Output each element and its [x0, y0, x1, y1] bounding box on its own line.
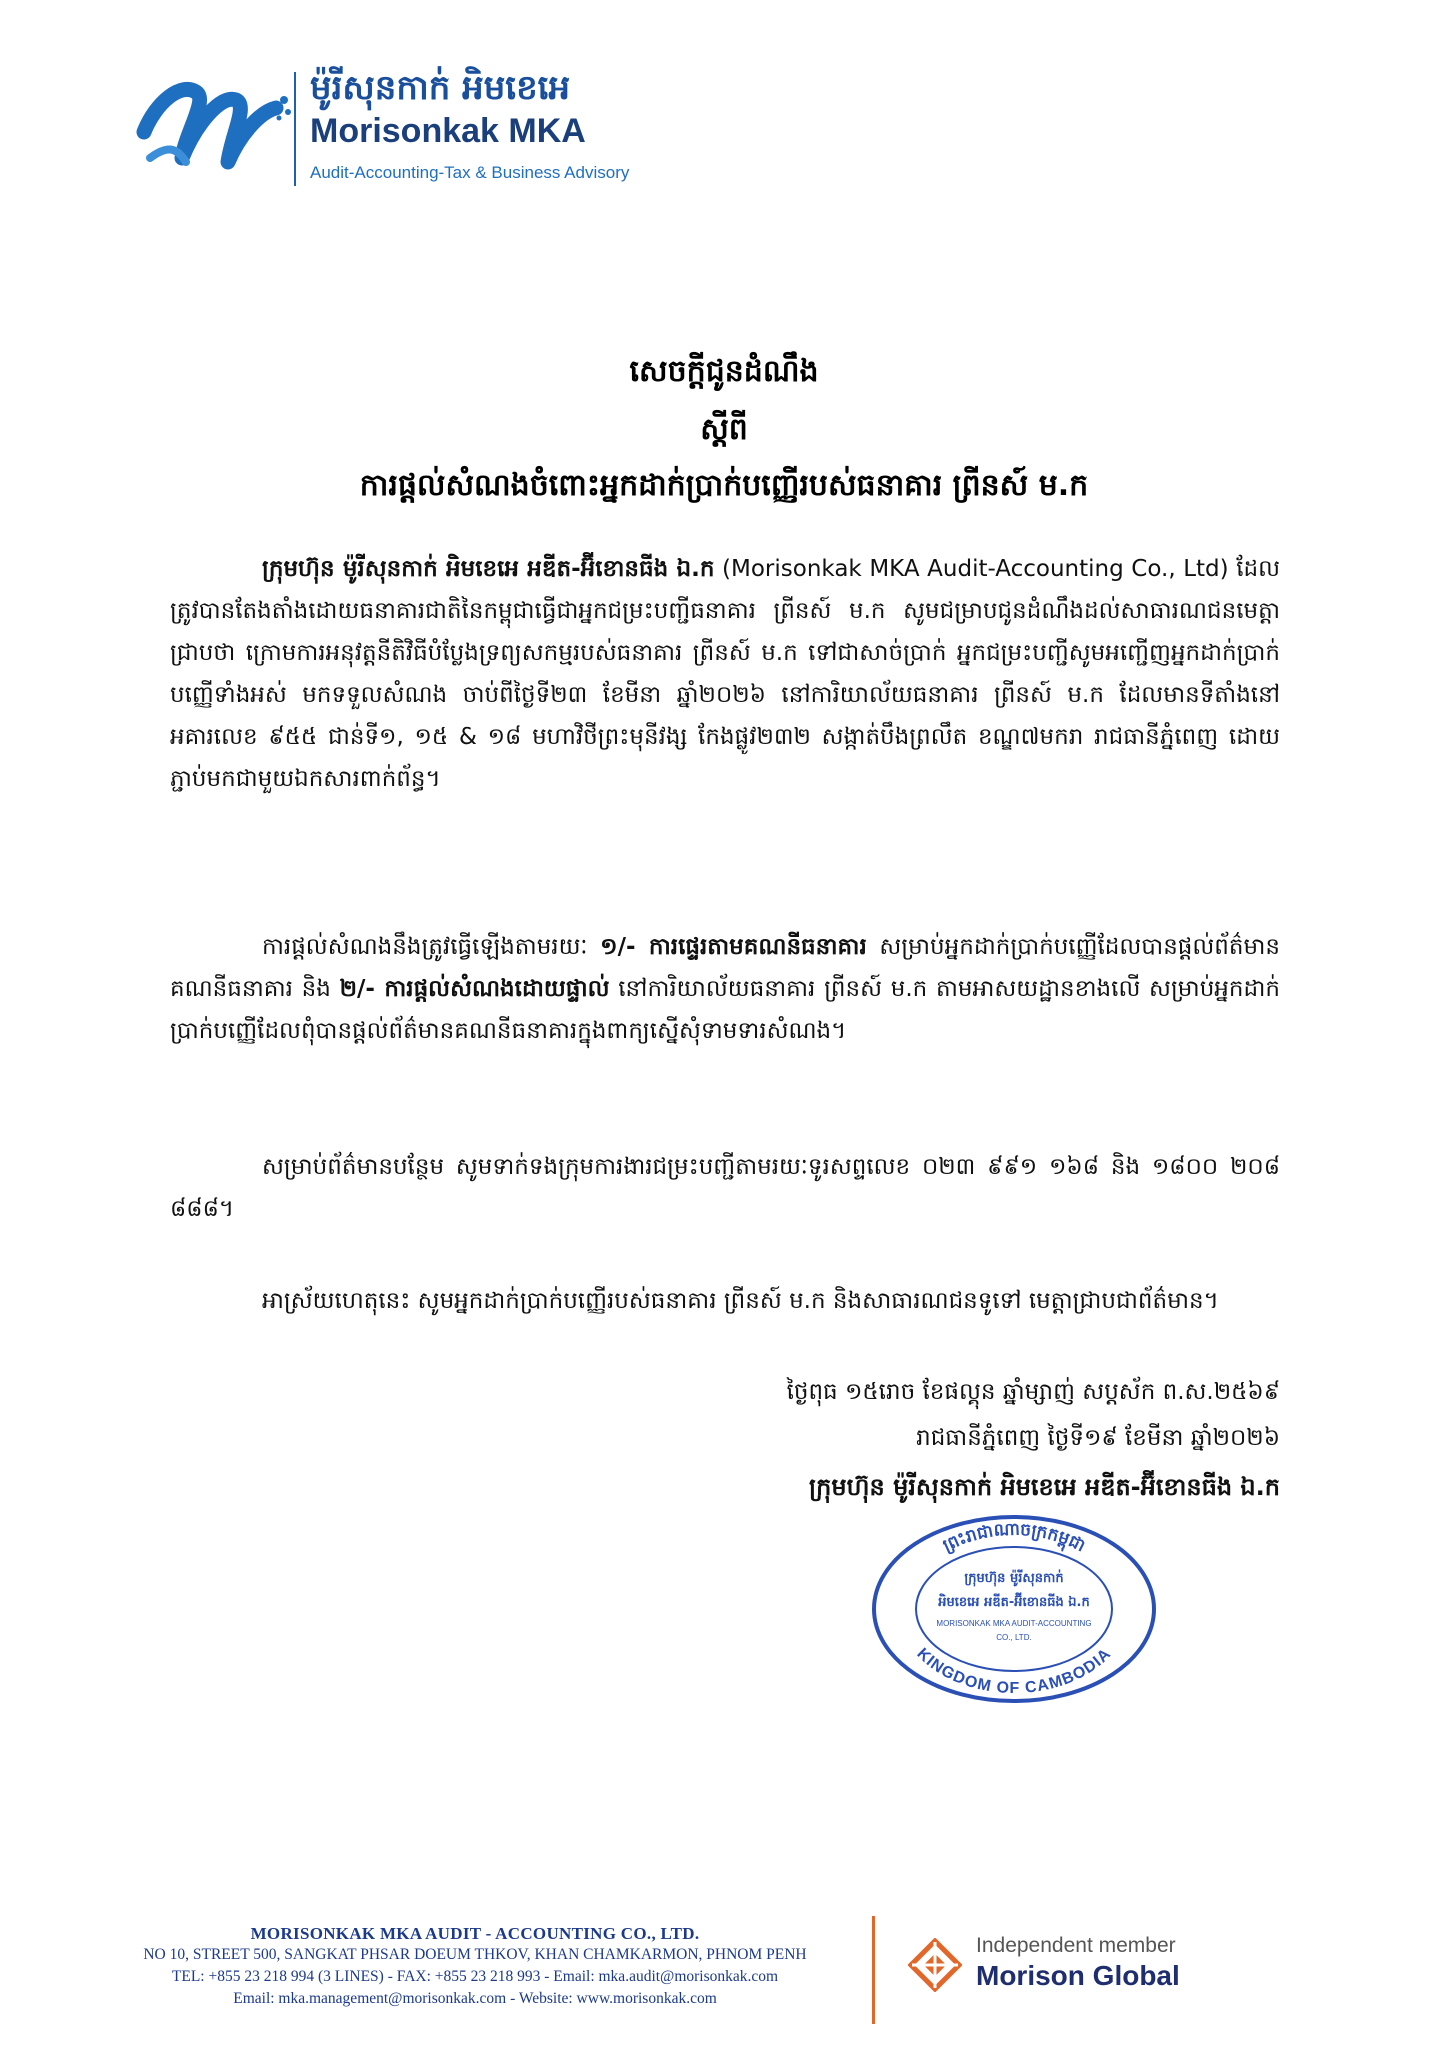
- date-lunar: ថ្ងៃពុធ ១៥រោច ខែផល្គុន ឆ្នាំម្សាញ់ សប្តស័ក ព.ស.២៥៦៩: [786, 1379, 1280, 1405]
- paragraph-text: សម្រាប់ព័ត៌មានបន្ថែម សូមទាក់ទងក្រុមការងារជម្រះបញ្ជីតាមរយៈទូរសព្ទលេខ ០២៣ ៩៩១ ១៦៨ និង ១៨០០ ២០៨ ៨៨៨។: [170, 1154, 1280, 1222]
- member-label: Independent member: [976, 1934, 1176, 1957]
- company-name-khmer: ម៉ូរីសុនកាក់ អិមខេអេ: [310, 68, 571, 108]
- member-brand: Morison Global: [976, 1960, 1180, 1991]
- paragraph-text: (Morisonkak MKA Audit-Accounting Co., Ltd) ដែលត្រូវបានតែងតាំងដោយធនាគារជាតិនៃកម្ពុជាធ្វើជាអ្នកជម្រះបញ្ជីធនាគារ ព្រីនស៍ ម.ក សូមជម្រាបជូនដំណឹងដល់សាធារណជនមេត្តាជ្រាបថា ក្រោមការអនុវត្តនីតិវិធីបំប្លែងទ្រព្យសកម្មរបស់ធនាគារ ព្រីនស៍ ម.ក ទៅជាសាច់ប្រាក់ អ្នកជម្រះបញ្ជីសូមអញ្ជើញអ្នកដាក់ប្រាក់បញ្ញើទាំងអស់ មកទទួលសំណង ចាប់ពីថ្ងៃទី២៣ ខែមីនា ឆ្នាំ២០២៦ នៅការិយាល័យធនាគារ ព្រីនស៍ ម.ក ដែលមានទីតាំងនៅអគារលេខ ៩៥៥ ជាន់ទី១, ១៥ & ១៨ មហាវិថីព្រះមុនីវង្ស កែងផ្លូវ២៣២ សង្កាត់បឹងព្រលឹត ខណ្ឌ៧មករា រាជធានីភ្នំពេញ ដោយភ្ជាប់មកជាមួយឯកសារពាក់ព័ន្ធ។: [170, 556, 1280, 792]
- paragraph-closing: [170, 1280, 1280, 1322]
- company-tagline: Audit-Accounting-Tax & Business Advisory: [310, 163, 630, 182]
- method-bank-transfer: ១/- ការផ្ទេរតាមគណនីធនាគារ: [600, 934, 867, 960]
- footer-phone-fax-email: TEL: +855 23 218 994 (3 LINES) - FAX: +855 23 218 993 - Email: mka.audit@morisonkak.com: [171, 1968, 779, 1985]
- footer-divider: [872, 1916, 875, 2024]
- paragraph-text: អាស្រ័យហេតុនេះ សូមអ្នកដាក់ប្រាក់បញ្ញើរបស់ធនាគារ ព្រីនស៍ ម.ក និងសាធារណជនទូទៅ មេត្តាជ្រាបជាព័ត៌មាន។: [262, 1288, 1219, 1314]
- morison-global-logo-icon: [908, 1938, 962, 1992]
- company-logo-icon: [136, 62, 296, 192]
- company-name: Morisonkak MKA: [310, 112, 586, 150]
- paragraph-compensation-method: [170, 926, 1280, 1052]
- date-solar: រាជធានីភ្នំពេញ ថ្ងៃទី១៩ ខែមីនា ឆ្នាំ២០២៦: [916, 1425, 1280, 1451]
- seal-top-text: ព្រះរាជាណាចក្រកម្ពុជា: [939, 1519, 1089, 1557]
- seal-company-en-1: MORISONKAK MKA AUDIT-ACCOUNTING: [936, 1619, 1092, 1628]
- paragraph-contact: [170, 1146, 1280, 1230]
- footer-email-website: Email: mka.management@morisonkak.com - Website: www.morisonkak.com: [233, 1990, 717, 2007]
- seal-company-kh-2: អិមខេអេ អឌីត-អ៊ីខោនធីង ឯ.ក: [938, 1595, 1090, 1610]
- company-name-bold: ក្រុមហ៊ុន ម៉ូរីសុនកាក់ អិមខេអេ អឌីត-អ៊ីខោនធីង ឯ.ក: [262, 556, 715, 582]
- footer-address: NO 10, STREET 500, SANGKAT PHSAR DOEUM THKOV, KHAN CHAMKARMON, PHNOM PENH: [143, 1946, 807, 1963]
- notice-subject: ការផ្តល់សំណងចំពោះអ្នកដាក់ប្រាក់បញ្ញើរបស់ធនាគារ ព្រីនស៍ ម.ក: [359, 468, 1089, 503]
- footer-contact-block: [90, 1924, 860, 2010]
- seal-company-kh-1: ក្រុមហ៊ុន ម៉ូរីសុនកាក់: [964, 1571, 1064, 1586]
- paragraph-appointment: [170, 548, 1280, 800]
- paragraph-text: នៅការិយាល័យធនាគារ ព្រីនស៍ ម.ក តាមអាសយដ្ឋានខាងលើ សម្រាប់អ្នកដាក់ប្រាក់បញ្ញើដែលពុំបានផ្តល់ព័ត៌មានគណនីធនាគារក្នុងពាក្យស្នើសុំទាមទារសំណង។: [170, 976, 1280, 1044]
- paragraph-text: ការផ្តល់សំណងនឹងត្រូវធ្វើឡើងតាមរយៈ: [262, 934, 601, 960]
- signatory-company: ក្រុមហ៊ុន ម៉ូរីសុនកាក់ អិមខេអេ អឌីត-អ៊ីខោនធីង ឯ.ក: [809, 1473, 1280, 1501]
- footer-company-name: MORISONKAK MKA AUDIT - ACCOUNTING CO., LTD.: [250, 1924, 700, 1943]
- method-direct-payment: ២/- ការផ្តល់សំណងដោយផ្ទាល់: [339, 976, 610, 1002]
- letterhead-divider: [294, 72, 296, 186]
- paragraph-text: សម្រាប់អ្នកដាក់ប្រាក់បញ្ញើដែលបានផ្តល់ព័ត៌មានគណនីធនាគារ និង: [170, 934, 1280, 1002]
- notice-subject-label: ស្តីពី: [700, 412, 748, 447]
- company-seal-stamp: [868, 1512, 1160, 1706]
- seal-bottom-text: KINGDOM OF CAMBODIA: [913, 1645, 1115, 1698]
- notice-title: សេចក្តីជូនដំណឹង: [629, 354, 819, 389]
- seal-company-en-2: CO., LTD.: [996, 1633, 1032, 1642]
